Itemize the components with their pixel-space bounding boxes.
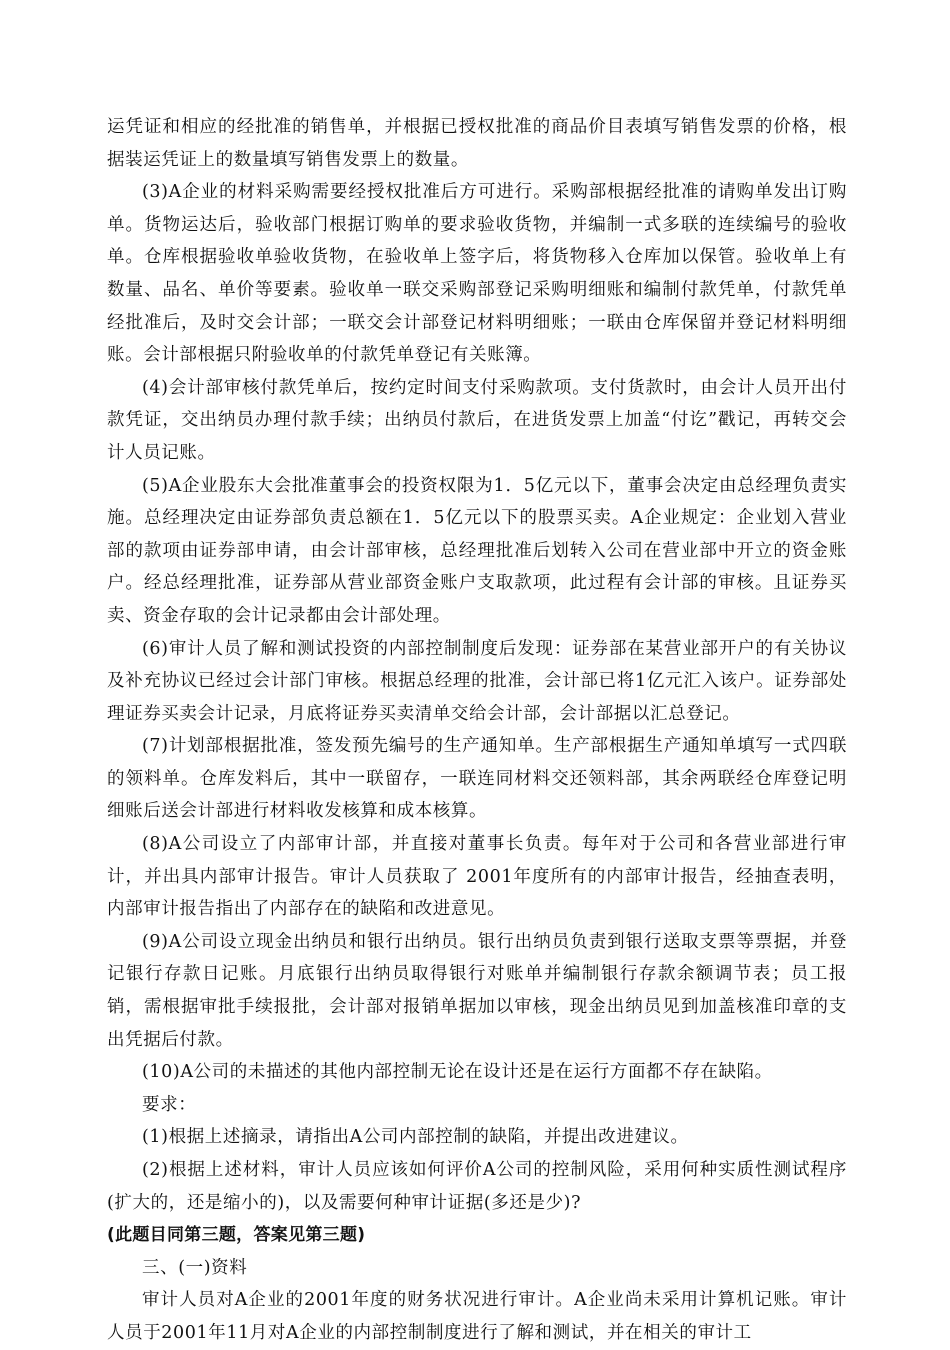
- question-1: (1)根据上述摘录，请指出A公司内部控制的缺陷，并提出改进建议。: [142, 1127, 689, 1148]
- paragraph-item-9: (9)A公司设立现金出纳员和银行出纳员。银行出纳员负责到银行送取支票等票据，并登记银行存款日记账。月底银行出纳员取得银行对账单并编制银行存款余额调节表；员工报销，需根据审批手续报批，会计部对报销单据加以审核，现金出纳员见到加盖核准印章的支出凭据后付款。: [107, 931, 847, 1050]
- paragraph-item-8: (8)A公司设立了内部审计部，并直接对董事长负责。每年对于公司和各营业部进行审计，并出具内部审计报告。审计人员获取了 2001年度所有的内部审计报告，经抽查表明，内部审计报告指出了内部存在的缺陷和改进意见。: [107, 834, 847, 920]
- requirements-heading: 要求：: [142, 1094, 197, 1115]
- paragraph-item-7: (7)计划部根据批准，签发预先编号的生产通知单。生产部根据生产通知单填写一式四联的领料单。仓库发料后，其中一联留存，一联连同材料交还领料部，其余两联经仓库登记明细账后送会计部进行材料收发核算和成本核算。: [107, 736, 847, 822]
- document-body: [107, 111, 847, 1350]
- paragraph-item-5: (5)A企业股东大会批准董事会的投资权限为1．5亿元以下，董事会决定由总经理负责实施。总经理决定由证券部负责总额在1．5亿元以下的股票买卖。A企业规定：企业划入营业部的款项由证券部申请，由会计部审核，总经理批准后划转入公司在营业部中开立的资金账户。经总经理批准，证券部从营业部资金账户支取款项，此过程有会计部的审核。且证券买卖、资金存取的会计记录都由会计部处理。: [107, 475, 847, 626]
- paragraph-item-4: (4)会计部审核付款凭单后，按约定时间支付采购款项。支付货款时，由会计人员开出付款凭证，交出纳员办理付款手续；出纳员付款后，在进货发票上加盖“付讫”戳记，再转交会计人员记账。: [107, 377, 847, 463]
- paragraph-continuation: 运凭证和相应的经批准的销售单，并根据已授权批准的商品价目表填写销售发票的价格，根据装运凭证上的数量填写销售发票上的数量。: [107, 117, 847, 170]
- paragraph-item-6: (6)审计人员了解和测试投资的内部控制制度后发现：证券部在某营业部开户的有关协议及补充协议已经过会计部门审核。根据总经理的批准，会计部已将1亿元汇入该户。证券部处理证券买卖会计记录，月底将证券买卖清单交给会计部，会计部据以汇总登记。: [107, 638, 847, 724]
- question-2: (2)根据上述材料，审计人员应该如何评价A公司的控制风险，采用何种实质性测试程序(扩大的，还是缩小的)，以及需要何种审计证据(多还是少)?: [107, 1160, 847, 1213]
- paragraph-item-3: (3)A企业的材料采购需要经授权批准后方可进行。采购部根据经批准的请购单发出订购单。货物运达后，验收部门根据订购单的要求验收货物，并编制一式多联的连续编号的验收单。仓库根据验收单验收货物，在验收单上签字后，将货物移入仓库加以保管。验收单上有数量、品名、单价等要素。验收单一联交采购部登记采购明细账和编制付款凭单，付款凭单经批准后，及时交会计部；一联交会计部登记材料明细账；一联由仓库保留并登记材料明细账。会计部根据只附验收单的付款凭单登记有关账簿。: [107, 182, 847, 366]
- section-paragraph: 审计人员对A企业的2001年度的财务状况进行审计。A企业尚未采用计算机记账。审计人员于2001年11月对A企业的内部控制制度进行了解和测试，并在相关的审计工: [107, 1290, 847, 1343]
- section-heading: 三、(一)资料: [142, 1257, 248, 1278]
- paragraph-item-10: (10)A公司的未描述的其他内部控制无论在设计还是在运行方面都不存在缺陷。: [142, 1062, 773, 1083]
- answer-note: (此题目同第三题，答案见第三题): [107, 1225, 366, 1246]
